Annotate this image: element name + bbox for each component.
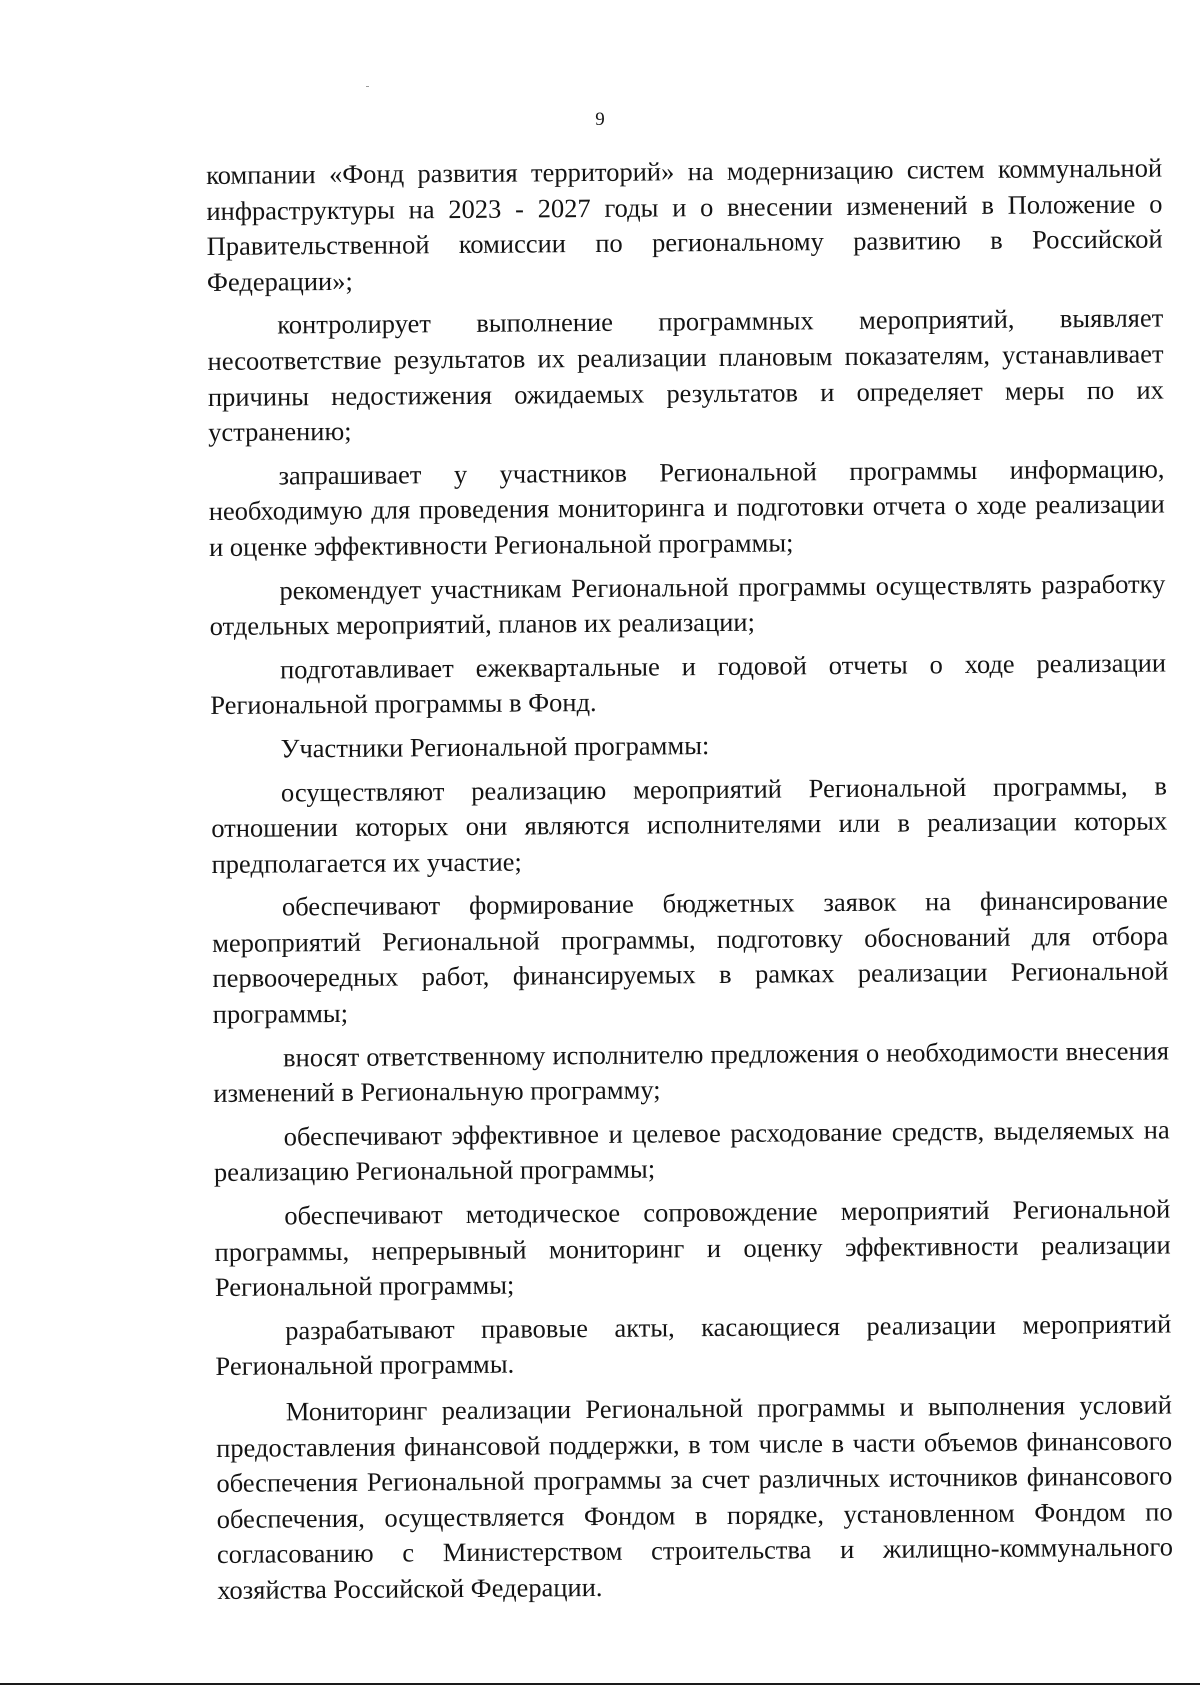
paragraph-monitoring: Мониторинг реализации Региональной программы и выполнения условий предоставления финансовой поддержки, в том числе в части объемов финансового обеспечения Региональной программы за счет различных источников финансового обеспечения, осуществляется Фондом в порядке, установленном Фондом по согласованию с Министерством строительства и жилищно-коммунального хозяйства Российской Федерации.	[216, 1389, 1174, 1605]
paragraph-legal-acts: разрабатывают правовые акты, касающиеся реализации мероприятий Региональной программы.	[215, 1308, 1172, 1382]
paragraph-controls: контролирует выполнение программных мероприятий, выявляет несоответствие результатов их реализации плановым показателям, устанавливает причины недостижения ожидаемых результатов и определяет меры по их устранению;	[207, 302, 1164, 448]
paragraph-budget-requests: обеспечивают формирование бюджетных заявок на финансирование мероприятий Региональной программы, подготовку обоснований для отбора первоочередных работ, финансируемых в рамках реализации Региональной программы;	[212, 884, 1169, 1030]
paragraph-participants-heading: Участники Региональной программы:	[280, 729, 710, 764]
paragraph-continuation: компании «Фонд развития территорий» на модернизацию систем коммунальной инфраструктуры на 2023 - 2027 годы и о внесении изменений в Положение о Правительственной комиссии по региональному развитию в Российской Федерации»;	[206, 152, 1163, 297]
page-number: 9	[595, 109, 605, 130]
paragraph-prepares-reports: подготавливает ежеквартальные и годовой отчеты о ходе реализации Региональной программы в Фонд.	[210, 647, 1167, 721]
bottom-edge-line	[0, 1683, 1200, 1685]
paragraph-requests: запрашивает у участников Региональной программы информацию, необходимую для проведения мониторинга и подготовки отчета о ходе реализации и оценке эффективности Региональной программы;	[208, 453, 1165, 562]
paragraph-implement: осуществляют реализацию мероприятий Региональной программы, в отношении которых они являются исполнителями или в реализации которых предполагается их участие;	[211, 769, 1168, 879]
paragraph-spending: обеспечивают эффективное и целевое расходование средств, выделяемых на реализацию Региональной программы;	[213, 1114, 1170, 1188]
paragraph-recommends: рекомендует участникам Региональной программы осуществлять разработку отдельных мероприятий, планов их реализации;	[209, 568, 1166, 642]
scan-mark	[366, 86, 369, 87]
paragraph-proposals: вносят ответственному исполнителю предложения о необходимости внесения изменений в Региональную программу;	[213, 1035, 1170, 1109]
document-body	[206, 150, 1173, 1616]
paragraph-methodical-support: обеспечивают методическое сопровождение мероприятий Региональной программы, непрерывный мониторинг и оценку эффективности реализации Региональной программы;	[214, 1193, 1171, 1303]
